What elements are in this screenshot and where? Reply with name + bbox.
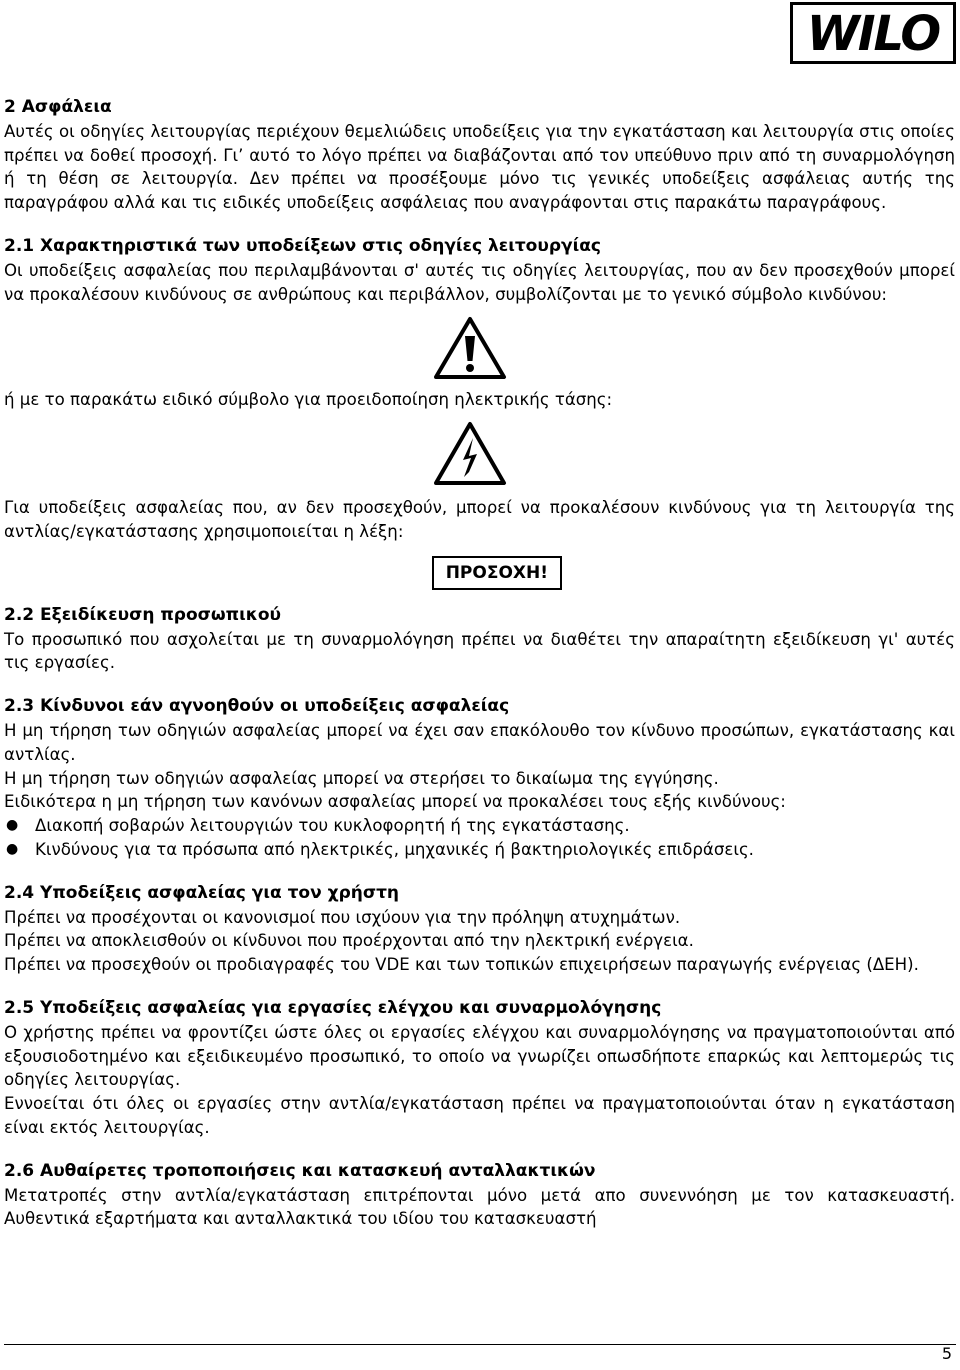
risk-list: [4, 814, 955, 862]
paragraph: Το προσωπικό που ασχολείται με τη συναρμολόγηση πρέπει να διαθέτει την απαραίτητη εξειδίκευση γι' αυτές τις εργασίες.: [4, 629, 955, 673]
paragraph: Ο χρήστης πρέπει να φροντίζει ώστε όλες οι εργασίες ελέγχου και συναρμολόγησης να πραγματοποιούνται από εξουσιοδοτημένο και εξειδικευμένο προσωπικό, το οποίο να γνωρίζει οπωσδήποτε επαρκώς και λεπτομερώς τις οδηγίες λειτουργίας.: [4, 1022, 955, 1090]
signal-word-row: [4, 556, 955, 590]
svg-text:WILO: WILO: [806, 6, 940, 61]
section-2: [4, 96, 955, 215]
section-2-3: [4, 695, 955, 862]
paragraph: Η μη τήρηση των οδηγιών ασφαλείας μπορεί να στερήσει το δικαίωμα της εγγύησης.: [4, 768, 719, 788]
paragraph: Πρέπει να αποκλεισθούν οι κίνδυνοι που προέρχονται από την ηλεκτρική ενέργεια.: [4, 931, 694, 951]
section-2-6: [4, 1160, 955, 1231]
section-heading: 2.5 Υποδείξεις ασφαλείας για εργασίες ελέγχου και συναρμολόγησης: [4, 997, 662, 1018]
bullet-icon: ●: [6, 817, 19, 834]
signal-word-badge: ΠΡΟΣΟΧΗ!: [432, 556, 562, 590]
section-heading: 2.2 Εξειδίκευση προσωπικού: [4, 604, 281, 625]
paragraph: Πρέπει να προσέχονται οι κανονισμοί που ισχύουν για την πρόληψη ατυχημάτων.: [4, 907, 681, 927]
document-body: [4, 96, 955, 1231]
warning-triangle-icon: [433, 316, 507, 380]
section-2-5: [4, 997, 955, 1140]
paragraph: Εννοείται ότι όλες οι εργασίες στην αντλία/εγκατάσταση πρέπει να πραγματοποιούνται όταν η εγκατάσταση είναι εκτός λειτουργίας.: [4, 1094, 955, 1137]
section-2-4: [4, 882, 955, 977]
page-number: 5: [941, 1344, 952, 1364]
paragraph: Οι υποδείξεις ασφαλείας που περιλαμβάνονται σ' αυτές τις οδηγίες λειτουργίας, που αν δεν προσεχθούν μπορεί να προκαλέσουν κινδύνους σε ανθρώπους και περιβάλλον, συμβολίζονται με το γενικό σύμβολο κινδύνου:: [4, 260, 955, 304]
section-heading: 2.3 Κίνδυνοι εάν αγνοηθούν οι υποδείξεις ασφαλείας: [4, 696, 510, 717]
paragraph: Αυτές οι οδηγίες λειτουργίας περιέχουν θεμελιώδεις υποδείξεις για την εγκατάσταση και λειτουργία στις οποίες πρέπει να δοθεί προσοχή. Γι’ αυτό το λόγο πρέπει να διαβάζονται από τον υπεύθυνο πριν από τη συναρμολόγηση ή τη θέση σε λειτουργία. Δεν πρέπει να προσέξουμε μόνο τις γενικές υποδείξεις ασφάλειας αυτής της παραγράφου αλλά και τις ειδικές υποδείξεις ασφάλειας που αναγράφονται στις παρακάτω παραγράφους.: [4, 121, 955, 213]
section-heading: 2 Ασφάλεια: [4, 97, 112, 117]
paragraph: ή με το παρακάτω ειδικό σύμβολο για προειδοποίηση ηλεκτρικής τάσης:: [4, 390, 613, 410]
list-item-text: Κινδύνους για τα πρόσωπα από ηλεκτρικές, μηχανικές ή βακτηριολογικές επιδράσεις.: [35, 839, 754, 859]
paragraph: Η μη τήρηση των οδηγιών ασφαλείας μπορεί να έχει σαν επακόλουθο τον κίνδυνο προσώπων, εγκατάστασης και αντλίας.: [4, 720, 955, 764]
footer-divider: [4, 1344, 956, 1345]
section-heading: 2.6 Αυθαίρετες τροποποιήσεις και κατασκευή ανταλλακτικών: [4, 1160, 596, 1181]
wilo-logo: [790, 2, 956, 64]
electrical-hazard-icon: [433, 421, 507, 487]
bullet-icon: ●: [6, 840, 19, 857]
list-item: [4, 838, 955, 862]
list-item-text: Διακοπή σοβαρών λειτουργιών του κυκλοφορητή ή της εγκατάστασης.: [35, 816, 630, 836]
paragraph: Για υποδείξεις ασφαλείας που, αν δεν προσεχθούν, μπορεί να προκαλέσουν κινδύνους για τη λειτουργία της αντλίας/εγκατάστασης χρησιμοποιείται η λέξη:: [4, 498, 955, 541]
paragraph: Πρέπει να προσεχθούν οι προδιαγραφές του VDE και των τοπικών επιχειρήσεων παραγωγής ενέργειας (ΔΕΗ).: [4, 955, 919, 975]
paragraph: Ειδικότερα η μη τήρηση των κανόνων ασφαλείας μπορεί να προκαλέσει τους εξής κινδύνους:: [4, 792, 786, 812]
section-2-2: [4, 604, 955, 675]
warning-symbol: [4, 312, 955, 384]
section-2-1: [4, 235, 955, 590]
wilo-logo-icon: [793, 5, 953, 61]
section-heading: 2.1 Χαρακτηριστικά των υποδείξεων στις οδηγίες λειτουργίας: [4, 235, 601, 256]
electrical-symbol: [4, 414, 955, 494]
section-heading: 2.4 Υποδείξεις ασφαλείας για τον χρήστη: [4, 882, 400, 903]
list-item: [4, 814, 955, 838]
paragraph: Μετατροπές στην αντλία/εγκατάσταση επιτρέπονται μόνο μετά απο συνεννόηση με τον κατασκευαστή. Αυθεντικά εξαρτήματα και ανταλλακτικά του ιδίου του κατασκευαστή: [4, 1185, 955, 1229]
